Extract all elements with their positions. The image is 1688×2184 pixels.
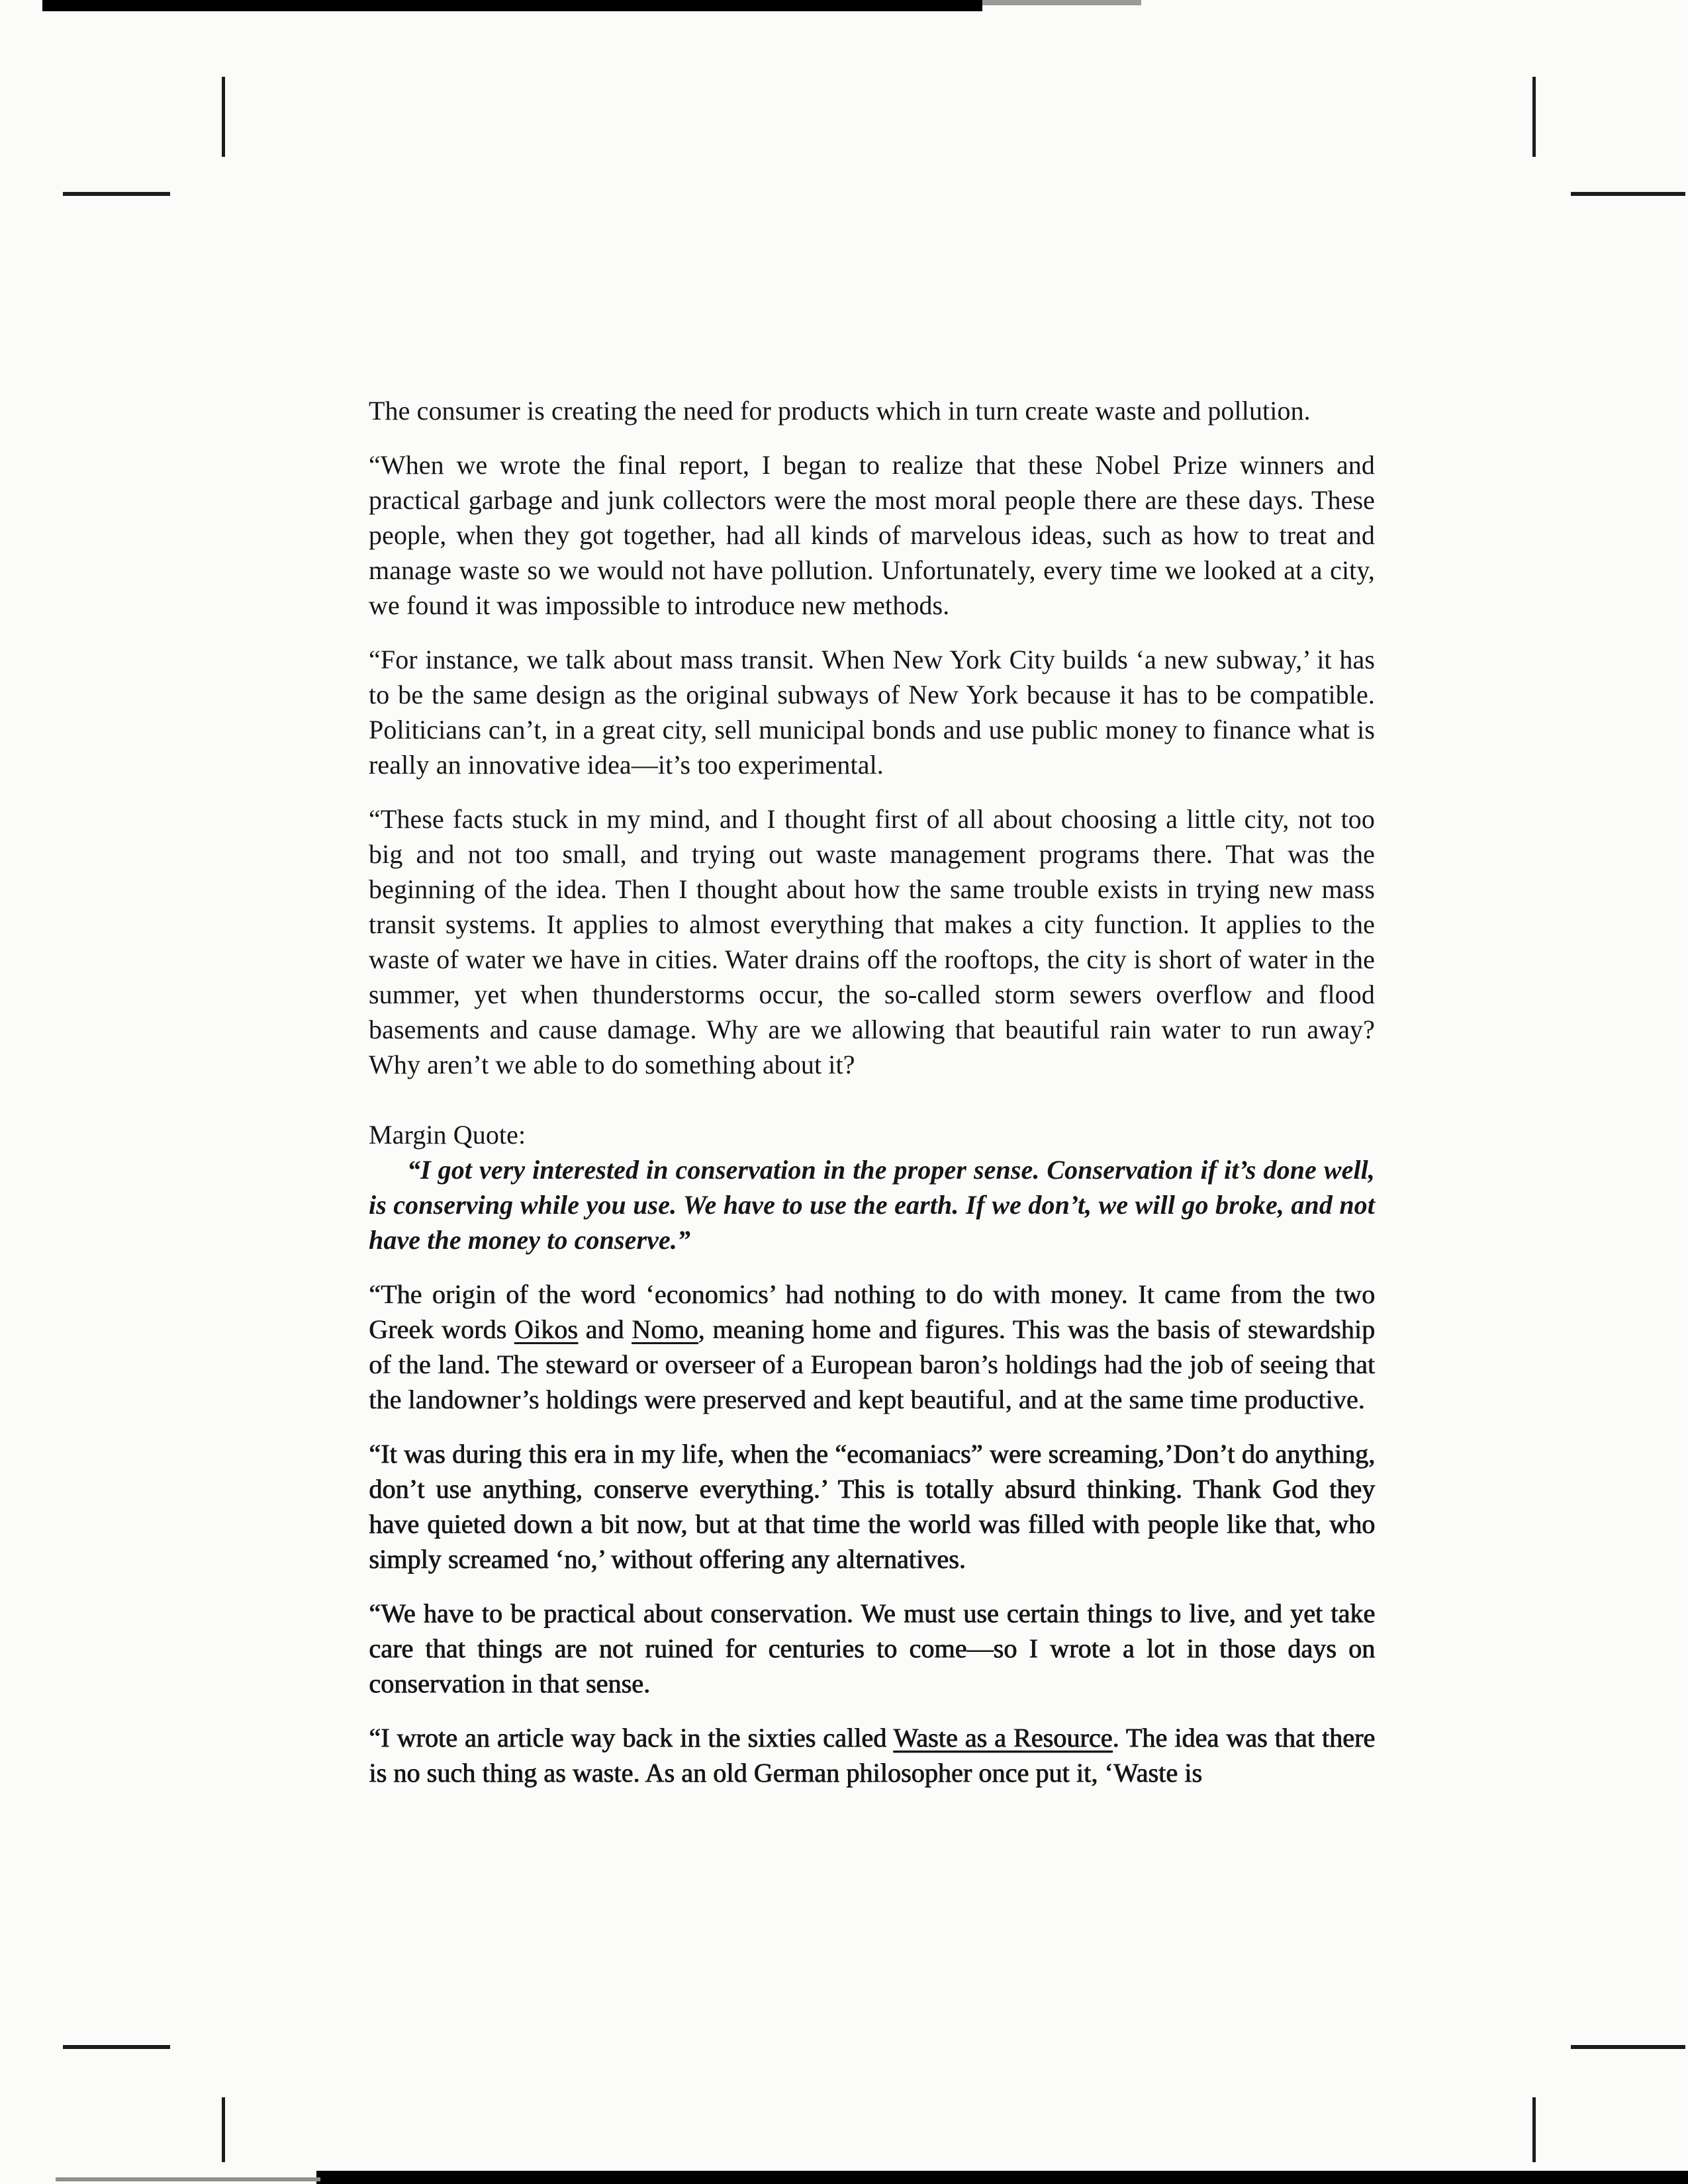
paragraph-mass-transit: “For instance, we talk about mass transit. When New York City builds ‘a new subway,’ it has to be the same design as the original subways of New York because it has to be compatible. Politicians can’t, in a great city, sell municipal bonds and use public money to finance what is really an innovative idea—it’s too experimental. bbox=[369, 645, 1375, 780]
crop-mark-right-horizontal bbox=[1571, 192, 1685, 196]
crop-mark-top-right-vertical bbox=[1532, 77, 1536, 157]
scan-edge-artifact-bottom bbox=[316, 2171, 1688, 2184]
text-segment: . The idea was that there is no such thing as waste. As an old German philosopher once put it, ‘Waste is bbox=[369, 1723, 1376, 1788]
underlined-term-nomo: Nomo bbox=[632, 1314, 698, 1344]
crop-mark-left-horizontal bbox=[63, 192, 170, 196]
text-segment: “I wrote an article way back in the sixties called bbox=[369, 1723, 894, 1752]
paragraph-practical-conservation: “We have to be practical about conservation. We must use certain things to live, and yet take care that things are not ruined for centuries to come—so I wrote a lot in those days on conservation in that sense. bbox=[369, 1598, 1375, 1698]
scan-edge-artifact-top bbox=[42, 0, 982, 11]
underlined-term-oikos: Oikos bbox=[514, 1314, 578, 1344]
crop-mark-bottom-left-vertical bbox=[222, 2097, 225, 2162]
paragraph-economics-origin bbox=[369, 1277, 1375, 1417]
crop-mark-bottom-right-vertical bbox=[1532, 2097, 1536, 2162]
text-segment: and bbox=[577, 1314, 632, 1344]
underlined-title-waste-as-a-resource: Waste as a Resource bbox=[893, 1723, 1113, 1752]
paragraph-final-report: “When we wrote the final report, I began to realize that these Nobel Prize winners and practical garbage and junk collectors were the most moral people there are these days. These people, when they got together, had all kinds of marvelous ideas, such as how to treat and manage waste so we would not have pollution. Unfortunately, every time we looked at a city, we found it was impossible to introduce new methods. bbox=[369, 450, 1375, 620]
text-segment: “The origin of the word ‘economics’ had nothing to do with money. It came from the two Greek words bbox=[369, 1279, 1375, 1344]
document-body bbox=[369, 393, 1375, 1809]
text-segment: , meaning home and figures. This was the basis of stewardship of the land. The steward or overseer of a European baron’s holdings had the job of seeing that the landowner’s holdings were preserved and kept beautiful, and at the same time productive. bbox=[369, 1314, 1375, 1414]
crop-mark-top-left-vertical bbox=[222, 77, 225, 157]
margin-quote-label: Margin Quote: bbox=[369, 1120, 526, 1150]
scan-edge-artifact-bottom-thin bbox=[56, 2177, 320, 2181]
paragraph-waste-as-resource bbox=[369, 1720, 1375, 1790]
crop-mark-bottom-left-horizontal bbox=[63, 2045, 170, 2049]
crop-mark-bottom-right-horizontal bbox=[1571, 2045, 1685, 2049]
paragraph-little-city: “These facts stuck in my mind, and I thought first of all about choosing a little city, not too big and not too small, and trying out waste management programs there. That was the beginning of the idea. Then I thought about how the same trouble exists in trying new mass transit systems. It applies to almost everything that makes a city function. It applies to the waste of water we have in cities. Water drains off the rooftops, the city is short of water in the summer, yet when thunderstorms occur, the so-called storm sewers overflow and flood basements and cause damage. Why are we allowing that beautiful rain water to run away? Why aren’t we able to do something about it? bbox=[369, 804, 1375, 1079]
paragraph-ecomaniacs: “It was during this era in my life, when the “ecomaniacs” were screaming,’Don’t do anything, don’t use anything, conserve everything.’ This is totally absurd thinking. Thank God they have quieted down a bit now, but at that time the world was filled with people like that, who simply screamed ‘no,’ without offering any alternatives. bbox=[369, 1439, 1375, 1574]
scan-edge-artifact-top-fade bbox=[982, 0, 1141, 5]
margin-quote-text: “I got very interested in conservation in the proper sense. Conservation if it’s done well, is conserving while you use. We have to use the earth. If we don’t, we will go broke, and not have the money to conserve.” bbox=[369, 1155, 1375, 1255]
paragraph-consumer-intro: The consumer is creating the need for products which in turn create waste and pollution. bbox=[369, 396, 1311, 426]
